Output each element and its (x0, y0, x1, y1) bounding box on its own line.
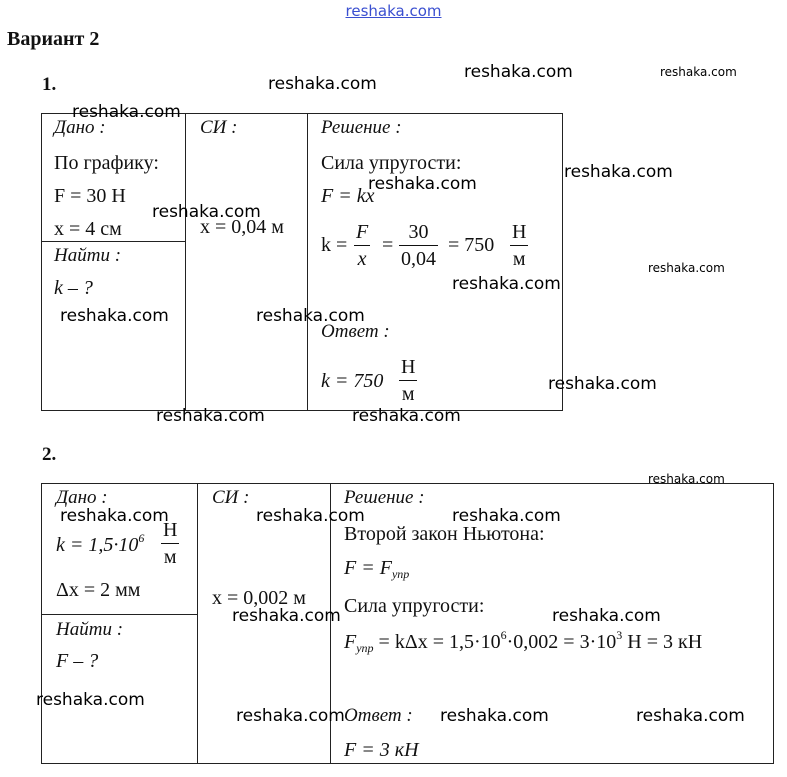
task-1-given-line-3: x = 4 см (54, 218, 122, 240)
task-2-formula (344, 557, 410, 581)
watermark: reshaka.com (464, 62, 573, 82)
watermark: reshaka.com (440, 706, 549, 726)
task-1-solution-label: Решение : (321, 117, 402, 138)
task-1-divider-2 (307, 113, 308, 411)
watermark: reshaka.com (452, 506, 561, 526)
variant-title: Вариант 2 (7, 28, 100, 50)
task-1-given-label: Дано : (54, 117, 106, 138)
task-1-number: 1. (42, 74, 57, 95)
watermark: reshaka.com (368, 174, 477, 194)
task-2-formula-sub: упр (391, 567, 410, 581)
task-1-frac1-num: F (356, 221, 369, 243)
task-2-calc-exp-1: 6 (500, 628, 507, 642)
task-1-frac2-den: 0,04 (401, 248, 436, 270)
task-1-divider-1 (185, 113, 186, 411)
task-2-unit-num: Н (163, 519, 178, 541)
task-1-formula: F = kx (321, 185, 375, 207)
task-1-find-label: Найти : (54, 245, 122, 266)
task-1-answer-unit (399, 357, 417, 404)
task-2-solution-line-1: Второй закон Ньютона: (344, 523, 545, 545)
task-1-frac2-bar (399, 245, 438, 246)
task-1-answer-unit-den: м (401, 383, 415, 405)
task-2-given-divider (41, 614, 198, 615)
task-1-si-value: x = 0,04 м (200, 216, 284, 238)
watermark: reshaka.com (648, 472, 725, 486)
task-2-unit-bar (161, 543, 179, 544)
task-1-si-label: СИ : (200, 117, 238, 138)
watermark: reshaka.com (648, 261, 725, 275)
task-1-calc-result: = 750 (448, 234, 495, 256)
task-1-fraction-fx (354, 222, 370, 269)
task-1-unit-den: м (512, 248, 526, 270)
task-2-calculation (344, 628, 703, 655)
task-2-given-label: Дано : (56, 487, 108, 508)
task-2-given-dx: Δx = 2 мм (56, 579, 141, 601)
watermark: reshaka.com (256, 506, 365, 526)
task-1-frac1-bar (354, 245, 370, 246)
task-1-solution-title: Сила упругости: (321, 152, 462, 174)
watermark: reshaka.com (660, 65, 737, 79)
task-1-given-line-2: F = 30 Н (54, 185, 126, 207)
task-2-unit-den: м (163, 546, 177, 568)
task-1-calc-eq: = (382, 234, 394, 256)
task-2-answer-label: Ответ : (344, 705, 413, 726)
task-2-unit-fraction (161, 520, 179, 567)
watermark: reshaka.com (152, 202, 261, 222)
task-2-si-value: x = 0,002 м (212, 587, 306, 609)
task-1-unit-bar (510, 245, 528, 246)
watermark: reshaka.com (564, 162, 673, 182)
task-2-calc-part-1: = kΔx = 1,5·10 (373, 631, 501, 653)
task-2-answer-value: F = 3 кН (344, 739, 419, 761)
watermark: reshaka.com (636, 706, 745, 726)
task-2-si-label: СИ : (212, 487, 250, 508)
task-2-calc-part-3: Н = 3 кН (622, 631, 703, 653)
task-1-find-value: k – ? (54, 277, 93, 299)
site-header-link[interactable]: reshaka.com (345, 2, 442, 20)
task-1-given-divider (41, 241, 186, 242)
watermark: reshaka.com (452, 274, 561, 294)
watermark: reshaka.com (548, 374, 657, 394)
task-1-answer-value: k = 750 (321, 370, 384, 392)
task-2-find-value: F – ? (56, 650, 99, 672)
task-2-divider-1 (197, 483, 198, 764)
watermark: reshaka.com (36, 690, 145, 710)
task-1-fraction-values (399, 222, 438, 269)
task-1-answer-unit-num: Н (401, 356, 416, 378)
task-2-calc-sub: упр (356, 641, 374, 655)
watermark: reshaka.com (552, 606, 661, 626)
task-2-formula-text: F = F (344, 557, 392, 579)
watermark: reshaka.com (72, 102, 181, 122)
watermark: reshaka.com (232, 606, 341, 626)
task-1-given-line-1: По графику: (54, 152, 159, 174)
task-2-calc-exp-2: 3 (616, 628, 623, 642)
task-2-solution-label: Решение : (344, 487, 425, 508)
task-1-frac2-num: 30 (408, 221, 429, 243)
task-2-calc-part-2: ·0,002 = 3·10 (506, 631, 617, 653)
watermark: reshaka.com (256, 306, 365, 326)
task-1-unit-num: Н (512, 221, 527, 243)
watermark: reshaka.com (268, 74, 377, 94)
task-2-given-k (56, 531, 145, 556)
task-1-unit-fraction (510, 222, 528, 269)
task-2-given-k-exp: 6 (138, 531, 145, 545)
task-2-find-label: Найти : (56, 619, 124, 640)
task-2-number: 2. (42, 444, 57, 465)
watermark: reshaka.com (60, 506, 169, 526)
watermark: reshaka.com (236, 706, 345, 726)
task-1-calc-left: k = (321, 234, 348, 256)
watermark: reshaka.com (156, 406, 265, 426)
task-1-answer-unit-bar (399, 380, 417, 381)
task-2-solution-line-2: Сила упругости: (344, 595, 485, 617)
task-2-calc-F: F (344, 631, 357, 653)
task-2-given-k-text: k = 1,5·10 (56, 534, 139, 556)
task-1-frac1-den: x (357, 248, 367, 270)
watermark: reshaka.com (352, 406, 461, 426)
watermark: reshaka.com (60, 306, 169, 326)
task-1-answer-label: Ответ : (321, 321, 390, 342)
